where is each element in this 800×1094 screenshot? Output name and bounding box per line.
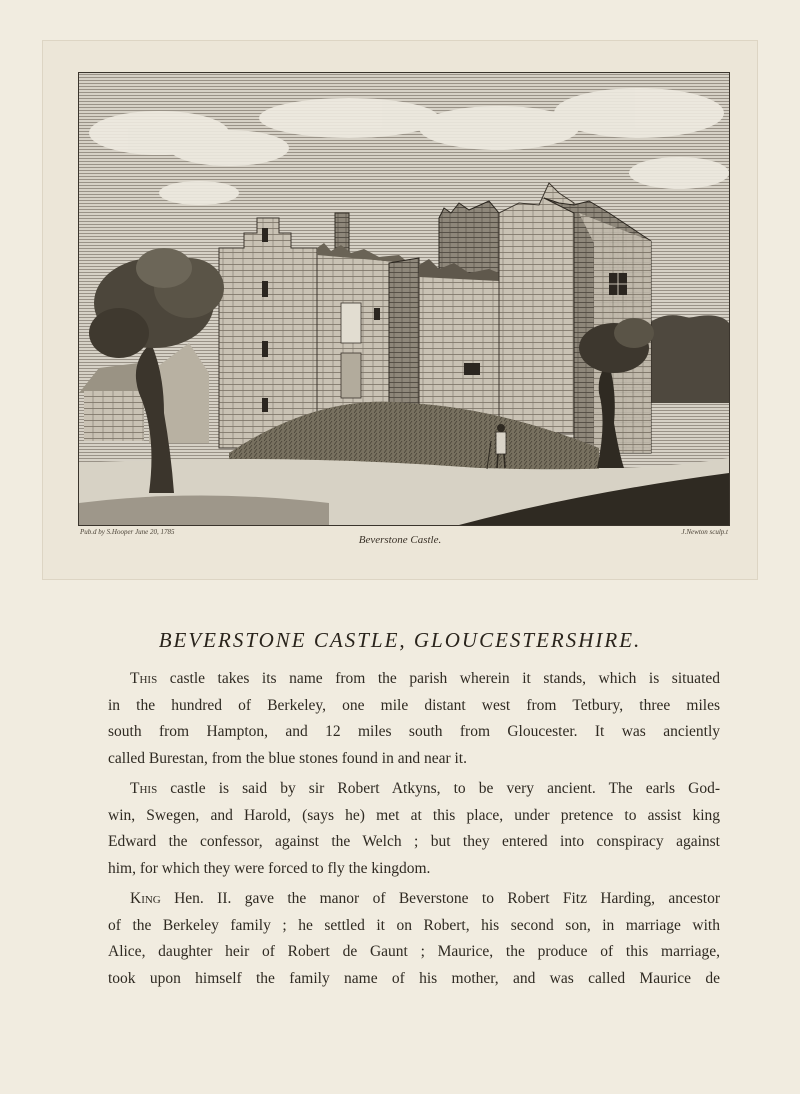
text-line: took upon himself the family name of his mother, and was called Maurice de: [108, 969, 720, 987]
text-line: south from Hampton, and 12 miles south from Gloucester. It was anciently: [108, 723, 720, 740]
text-line: win, Swegen, and Harold, (says he) met at this place, under pretence to assist king: [108, 806, 720, 824]
engraver-imprint: J.Newton sculp.t: [681, 528, 728, 536]
line-text: castle takes its name from the parish wherein it stands, which is situated: [157, 670, 720, 687]
paragraph: [108, 776, 720, 882]
paragraph: [108, 666, 720, 772]
lead-word: King: [130, 890, 161, 907]
text-line: [108, 776, 720, 803]
lead-word: This: [130, 780, 158, 797]
text-line: [108, 886, 720, 913]
castle-engraving: [78, 72, 730, 526]
article-heading: BEVERSTONE CASTLE, GLOUCESTERSHIRE.: [158, 628, 642, 652]
paragraph: [108, 886, 720, 992]
plate-caption: Beverstone Castle.: [358, 534, 442, 546]
castle-illustration: [79, 73, 729, 525]
text-line: in the hundred of Berkeley, one mile distant west from Tetbury, three miles: [108, 696, 720, 714]
text-line: Edward the confessor, against the Welch ; but they entered into conspiracy against: [108, 833, 720, 850]
text-line: Alice, daughter heir of Robert de Gaunt ; Maurice, the produce of this marriage,: [108, 943, 720, 960]
line-text: castle is said by sir Robert Atkyns, to be very ancient. The earls God-: [157, 780, 720, 797]
text-line: [108, 666, 720, 693]
text-line: him, for which they were forced to fly the kingdom.: [108, 859, 431, 877]
gable-tower: [219, 218, 317, 448]
line-text: Hen. II. gave the manor of Beverstone to Robert Fitz Harding, ancestor: [160, 890, 720, 907]
foreground: [79, 496, 329, 526]
text-line: of the Berkeley family ; he settled it on Robert, his second son, in marriage with: [108, 916, 720, 934]
article-body: [108, 666, 720, 992]
lead-word: This: [130, 670, 158, 687]
text-line: called Burestan, from the blue stones found in and near it.: [108, 749, 467, 767]
publisher-imprint: Pub.d by S.Hooper June 20, 1785: [80, 528, 175, 536]
